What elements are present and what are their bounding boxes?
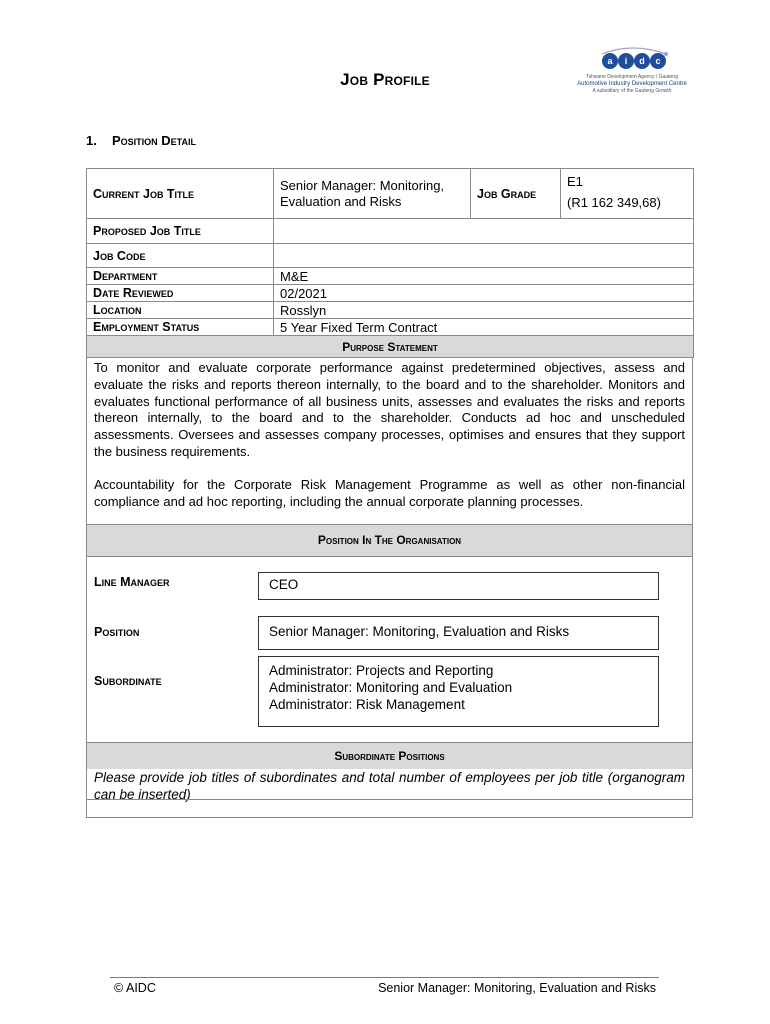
job-code-value [274,244,694,268]
employment-status-label: Employment Status [87,319,274,336]
position-value: Senior Manager: Monitoring, Evaluation and Risks [269,624,570,639]
purpose-paragraph-2: Accountability for the Corporate Risk Management Programme as well as other non-financial compliance and ad hoc reporting, including the annual corporate planning processes. [94,476,685,509]
logo-mark-icon [574,44,690,74]
svg-text:d: d [639,56,645,66]
purpose-heading: Purpose Statement [87,336,694,358]
row-employment-status [87,319,694,336]
row-department [87,268,694,285]
row-current-job-title [87,169,694,219]
aidc-logo [574,44,690,104]
svg-text:c: c [655,56,661,66]
position-detail-table [86,168,694,358]
logo-tagline-1: Tshwane Development Agency / Gauteng [586,74,678,80]
section-heading [86,133,196,148]
proposed-job-title-value [274,219,694,244]
logo-tagline-3: A subsidiary of the Gauteng Growth [592,88,672,94]
subordinate-positions-empty-row [87,799,692,817]
organisation-heading: Position In The Organisation [87,525,692,557]
purpose-paragraph-1: To monitor and evaluate corporate performance against predetermined objectives, assess and evaluate the risks and reports thereon internally, to the board and to the shareholder. Monitors and evaluates functional performance of all business units, assesses and evaluates the risks and reports thereon internally, to the board and to the shareholder. Conducts ad hoc and unscheduled assessments. Oversees and assesses company processes, optimises and ensures that they support the business requirements. [94,360,685,459]
subordinate-label: Subordinate [94,674,162,688]
line-manager-label: Line Manager [94,575,170,589]
proposed-job-title-label: Proposed Job Title [87,219,274,244]
footer-copyright: © AIDC [114,981,156,995]
organisation-section [86,524,693,743]
row-location [87,302,694,319]
svg-text:i: i [624,56,628,66]
subordinate-positions-heading: Subordinate Positions [87,743,692,769]
row-proposed-job-title [87,219,694,244]
line-manager-box [258,572,659,600]
job-grade-salary: (R1 162 349,68) [567,195,661,210]
job-grade-value: E1 [567,174,583,189]
date-reviewed-label: Date Reviewed [87,285,274,302]
section-title: Position Detail [112,133,197,148]
subordinate-positions-section [86,742,693,818]
position-label: Position [94,625,140,639]
row-date-reviewed [87,285,694,302]
department-label: Department [87,268,274,285]
subordinate-box [258,656,659,727]
logo-tagline-2: Automotive Industry Development Centre [577,81,687,87]
footer-divider [110,977,659,978]
position-box [258,616,659,650]
footer-document-title: Senior Manager: Monitoring, Evaluation and Risks [378,981,656,995]
subordinate-item: Administrator: Projects and Reporting [269,663,494,678]
purpose-statement [86,357,693,525]
section-number: 1. [86,133,97,148]
current-job-title-label: Current Job Title [87,169,274,219]
current-job-title-value: Senior Manager: Monitoring, Evaluation and Risks [274,169,471,219]
job-grade-cell [561,169,694,219]
location-value: Rosslyn [274,302,694,319]
job-grade-label: Job Grade [471,169,561,219]
subordinate-positions-instruction: Please provide job titles of subordinates and total number of employees per job title (organogram can be inserted) [94,770,685,802]
subordinate-item: Administrator: Risk Management [269,697,465,712]
employment-status-value: 5 Year Fixed Term Contract [274,319,694,336]
subordinate-item: Administrator: Monitoring and Evaluation [269,680,513,695]
department-value: M&E [274,268,694,285]
svg-text:a: a [607,56,613,66]
location-label: Location [87,302,274,319]
line-manager-value: CEO [269,577,299,592]
row-job-code [87,244,694,268]
page-title: Job Profile [340,70,430,89]
date-reviewed-value: 02/2021 [274,285,694,302]
job-code-label: Job Code [87,244,274,268]
row-purpose-heading [87,336,694,358]
